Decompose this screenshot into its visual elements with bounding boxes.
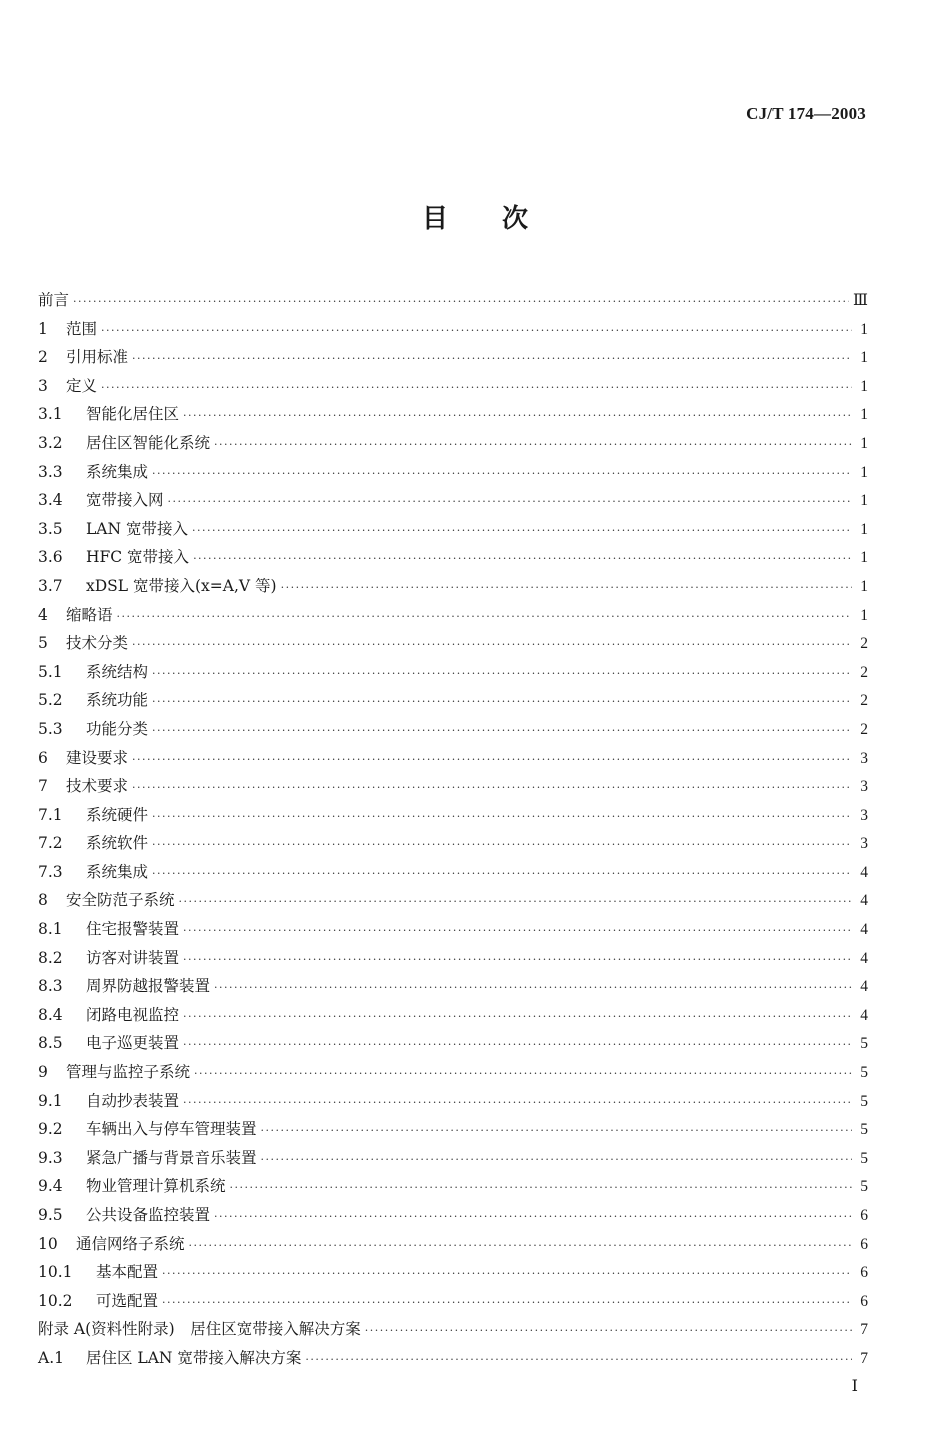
toc-entry-number: 5 — [38, 634, 48, 653]
toc-entry-label: 周界防越报警装置 — [86, 977, 211, 996]
toc-title — [0, 198, 950, 235]
toc-entry-number: 8.5 — [38, 1034, 63, 1053]
toc-leader-dots — [152, 810, 852, 823]
toc-title-char-1: 目 — [421, 204, 448, 234]
toc-leader-dots — [183, 1010, 852, 1023]
toc-entry-page: 5 — [860, 1064, 868, 1082]
toc-entry-number: 3.3 — [38, 462, 63, 481]
toc-leader-dots — [183, 409, 852, 422]
toc-leader-dots — [365, 1324, 852, 1337]
toc-entry-number: 9 — [38, 1063, 48, 1082]
toc-leader-dots — [193, 552, 852, 565]
toc-entry-label: 自动抄表装置 — [86, 1091, 180, 1110]
toc-entry-label: 居住区 LAN 宽带接入解决方案 — [86, 1348, 302, 1367]
toc-entry-page: 4 — [860, 1006, 868, 1024]
toc-entry-label: 范围 — [66, 319, 98, 338]
toc-entry-label: 居住区智能化系统 — [86, 433, 211, 452]
toc-entry-number: 1 — [38, 319, 48, 338]
toc-entry-label: 定义 — [66, 376, 98, 395]
toc-entry-page: 4 — [860, 921, 868, 939]
toc-entry[interactable] — [38, 1031, 868, 1060]
toc-entry[interactable] — [38, 402, 868, 431]
toc-entry-number: 3.1 — [38, 405, 63, 424]
toc-leader-dots — [261, 1124, 852, 1137]
toc-entry[interactable] — [38, 1346, 868, 1375]
toc-entry-number: 3.4 — [38, 491, 63, 510]
toc-entry-number: 8.3 — [38, 977, 63, 996]
toc-entry-page: 6 — [860, 1207, 868, 1224]
toc-entry-label: 系统集成 — [86, 862, 149, 881]
toc-entry-label: 电子巡更装置 — [86, 1034, 180, 1053]
footer-page-number: Ⅰ — [851, 1378, 858, 1395]
toc-entry-page: Ⅲ — [853, 292, 868, 309]
toc-entry[interactable] — [38, 545, 868, 574]
toc-entry-label: LAN 宽带接入 — [86, 519, 188, 538]
toc-entry-number: 7.2 — [38, 834, 63, 853]
toc-entry-page: 1 — [860, 577, 868, 595]
document-code: CJ/T 174—2003 — [746, 104, 866, 123]
toc-entry[interactable] — [38, 631, 868, 660]
toc-entry-number: 3.6 — [38, 548, 63, 567]
toc-entry-page: 5 — [860, 1178, 868, 1196]
toc-entry-number: 9.2 — [38, 1120, 63, 1139]
toc-entry[interactable] — [38, 1117, 868, 1146]
toc-entry-label: 前言 — [38, 291, 70, 309]
toc-leader-dots — [152, 467, 852, 480]
toc-entry-page: 1 — [860, 492, 868, 510]
toc-entry-page: 2 — [860, 720, 868, 738]
toc-title-char-2: 次 — [502, 204, 529, 234]
toc-leader-dots — [230, 1181, 852, 1194]
toc-entry-page: 1 — [860, 377, 868, 395]
toc-leader-dots — [305, 1353, 852, 1366]
toc-entry[interactable] — [38, 717, 868, 746]
toc-entry-label: 访客对讲装置 — [86, 948, 180, 967]
toc-leader-dots — [214, 1210, 852, 1223]
toc-entry[interactable] — [38, 1317, 868, 1346]
toc-entry-label: 功能分类 — [86, 719, 149, 738]
toc-entry-page: 1 — [860, 349, 868, 367]
toc-entry-number: 5.1 — [38, 662, 63, 681]
toc-entry-number: 9.4 — [38, 1177, 63, 1196]
toc-leader-dots — [132, 753, 852, 766]
toc-leader-dots — [132, 638, 852, 651]
toc-entry-number: 3.2 — [38, 433, 63, 452]
toc-entry-page: 5 — [860, 1035, 868, 1053]
toc-entry-number: 8.1 — [38, 920, 63, 939]
toc-entry-number: 7.3 — [38, 862, 63, 881]
toc-entry-number: 4 — [38, 605, 48, 624]
toc-entry-number: 3 — [38, 376, 48, 395]
toc-entry-page: 6 — [860, 1264, 868, 1282]
toc-entry-label: 闭路电视监控 — [86, 1005, 180, 1024]
toc-leader-dots — [152, 724, 852, 737]
toc-leader-dots — [183, 953, 852, 966]
toc-entry-page: 6 — [860, 1292, 868, 1310]
toc-entry-page: 1 — [860, 549, 868, 567]
toc-entry-page: 1 — [860, 406, 868, 424]
toc-entry[interactable] — [38, 1174, 868, 1203]
toc-entry[interactable] — [38, 1003, 868, 1032]
toc-leader-dots — [183, 1038, 852, 1051]
toc-entry[interactable] — [38, 431, 868, 460]
toc-entry-label: 管理与监控子系统 — [66, 1063, 191, 1082]
toc-entry-number: 9.3 — [38, 1148, 63, 1167]
toc-entry[interactable] — [38, 774, 868, 803]
toc-entry-label: 引用标准 — [66, 348, 129, 367]
toc-leader-dots — [168, 495, 852, 508]
toc-leader-dots — [162, 1296, 852, 1309]
toc-entry[interactable] — [38, 688, 868, 717]
toc-leader-dots — [152, 667, 852, 680]
toc-entry-label: 安全防范子系统 — [66, 891, 175, 910]
toc-entry-number: 5.2 — [38, 691, 63, 710]
toc-entry[interactable] — [38, 517, 868, 546]
toc-leader-dots — [132, 781, 852, 794]
toc-entry-label: 技术要求 — [66, 777, 129, 796]
toc-entry-number: 3.5 — [38, 519, 63, 538]
toc-entry-page: 1 — [860, 434, 868, 452]
toc-entry[interactable] — [38, 946, 868, 975]
toc-entry[interactable] — [38, 1060, 868, 1089]
toc-entry-label: 公共设备监控装置 — [86, 1206, 211, 1224]
toc-list — [38, 288, 868, 1375]
toc-entry-number: 10.2 — [38, 1291, 73, 1310]
toc-entry-page: 1 — [860, 320, 868, 338]
toc-entry-page: 5 — [860, 1149, 868, 1167]
toc-entry-page: 4 — [860, 949, 868, 967]
toc-entry[interactable] — [38, 1089, 868, 1118]
toc-entry-page: 1 — [860, 606, 868, 624]
toc-entry[interactable] — [38, 488, 868, 517]
toc-entry-page: 2 — [860, 663, 868, 681]
toc-entry[interactable] — [38, 1260, 868, 1289]
toc-entry[interactable] — [38, 345, 868, 374]
toc-entry-label: 附录 A(资料性附录) 居住区宽带接入解决方案 — [38, 1320, 361, 1339]
toc-entry-number: 5.3 — [38, 719, 63, 738]
toc-entry-label: 系统硬件 — [86, 805, 149, 824]
toc-entry-label: 建设要求 — [66, 748, 129, 767]
toc-entry-number: 10.1 — [38, 1263, 73, 1282]
toc-entry-label: 缩略语 — [66, 605, 113, 624]
toc-entry-page: 1 — [860, 520, 868, 538]
toc-entry-page: 7 — [860, 1349, 868, 1367]
toc-entry-label: 基本配置 — [96, 1263, 159, 1282]
toc-entry[interactable] — [38, 317, 868, 346]
toc-entry-page: 5 — [860, 1121, 868, 1139]
toc-entry-label: 物业管理计算机系统 — [86, 1177, 226, 1196]
toc-entry[interactable] — [38, 288, 868, 317]
toc-leader-dots — [214, 981, 852, 994]
toc-entry[interactable] — [38, 917, 868, 946]
toc-entry-number: 8.4 — [38, 1005, 63, 1024]
toc-entry-page: 6 — [860, 1235, 868, 1253]
toc-leader-dots — [183, 1096, 852, 1109]
toc-leader-dots — [194, 1067, 852, 1080]
toc-entry[interactable] — [38, 1146, 868, 1175]
toc-entry-label: 系统软件 — [86, 834, 149, 853]
toc-leader-dots — [101, 324, 852, 337]
toc-entry-label: 车辆出入与停车管理装置 — [86, 1120, 257, 1139]
toc-entry-label: 紧急广播与背景音乐装置 — [86, 1148, 257, 1167]
toc-leader-dots — [261, 1153, 852, 1166]
toc-entry-label: 智能化居住区 — [86, 405, 180, 424]
toc-entry[interactable] — [38, 660, 868, 689]
toc-entry-page: 4 — [860, 978, 868, 996]
toc-entry-label: 技术分类 — [66, 634, 129, 653]
toc-entry-number: 2 — [38, 348, 48, 367]
toc-entry-number: 7 — [38, 777, 48, 796]
toc-leader-dots — [189, 1239, 852, 1252]
toc-leader-dots — [152, 838, 852, 851]
toc-entry-number: 9.1 — [38, 1091, 63, 1110]
toc-entry-page: 1 — [860, 463, 868, 481]
toc-leader-dots — [214, 438, 852, 451]
toc-entry[interactable] — [38, 603, 868, 632]
toc-entry[interactable] — [38, 974, 868, 1003]
toc-entry-label: xDSL 宽带接入(x=A,V 等) — [86, 576, 277, 595]
toc-entry-label: HFC 宽带接入 — [86, 548, 190, 567]
toc-entry-page: 7 — [860, 1321, 868, 1339]
toc-entry[interactable] — [38, 460, 868, 489]
toc-leader-dots — [132, 352, 852, 365]
toc-entry[interactable] — [38, 1232, 868, 1261]
toc-entry[interactable] — [38, 831, 868, 860]
toc-entry[interactable] — [38, 574, 868, 603]
toc-entry-page: 2 — [860, 692, 868, 710]
toc-entry-page: 2 — [860, 635, 868, 653]
toc-entry[interactable] — [38, 860, 868, 889]
toc-leader-dots — [192, 524, 852, 537]
toc-entry-number: 3.7 — [38, 576, 63, 595]
toc-entry-page: 3 — [860, 806, 868, 824]
toc-leader-dots — [152, 695, 852, 708]
toc-entry-page: 4 — [860, 892, 868, 910]
toc-entry-page: 3 — [860, 749, 868, 767]
toc-leader-dots — [117, 610, 852, 623]
toc-entry-page: 5 — [860, 1092, 868, 1110]
toc-entry-number: 10 — [38, 1234, 58, 1253]
toc-leader-dots — [152, 867, 852, 880]
toc-entry-page: 4 — [860, 863, 868, 881]
toc-entry-number: 8.2 — [38, 948, 63, 967]
toc-leader-dots — [183, 924, 852, 937]
toc-entry[interactable] — [38, 803, 868, 832]
toc-entry-number: 7.1 — [38, 805, 63, 824]
toc-entry-label: 系统结构 — [86, 662, 149, 681]
toc-entry-number: 9.5 — [38, 1206, 63, 1224]
toc-entry-label: 宽带接入网 — [86, 491, 164, 510]
toc-entry[interactable] — [38, 374, 868, 403]
toc-leader-dots — [281, 581, 852, 594]
toc-entry-label: 可选配置 — [96, 1291, 159, 1310]
toc-entry-label: 系统集成 — [86, 462, 149, 481]
toc-leader-dots — [179, 895, 852, 908]
toc-leader-dots — [73, 295, 849, 308]
toc-leader-dots — [162, 1267, 852, 1280]
toc-entry-label: 通信网络子系统 — [76, 1234, 185, 1253]
toc-entry-number: 6 — [38, 748, 48, 767]
toc-entry[interactable] — [38, 1289, 868, 1318]
toc-entry-number: A.1 — [38, 1348, 64, 1367]
toc-entry[interactable] — [38, 888, 868, 917]
toc-entry[interactable] — [38, 746, 868, 775]
toc-leader-dots — [101, 381, 852, 394]
toc-entry-label: 系统功能 — [86, 691, 149, 710]
toc-entry-label: 住宅报警装置 — [86, 920, 180, 939]
toc-entry[interactable] — [38, 1203, 868, 1232]
toc-entry-page: 3 — [860, 778, 868, 796]
toc-entry-page: 3 — [860, 835, 868, 853]
toc-entry-number: 8 — [38, 891, 48, 910]
